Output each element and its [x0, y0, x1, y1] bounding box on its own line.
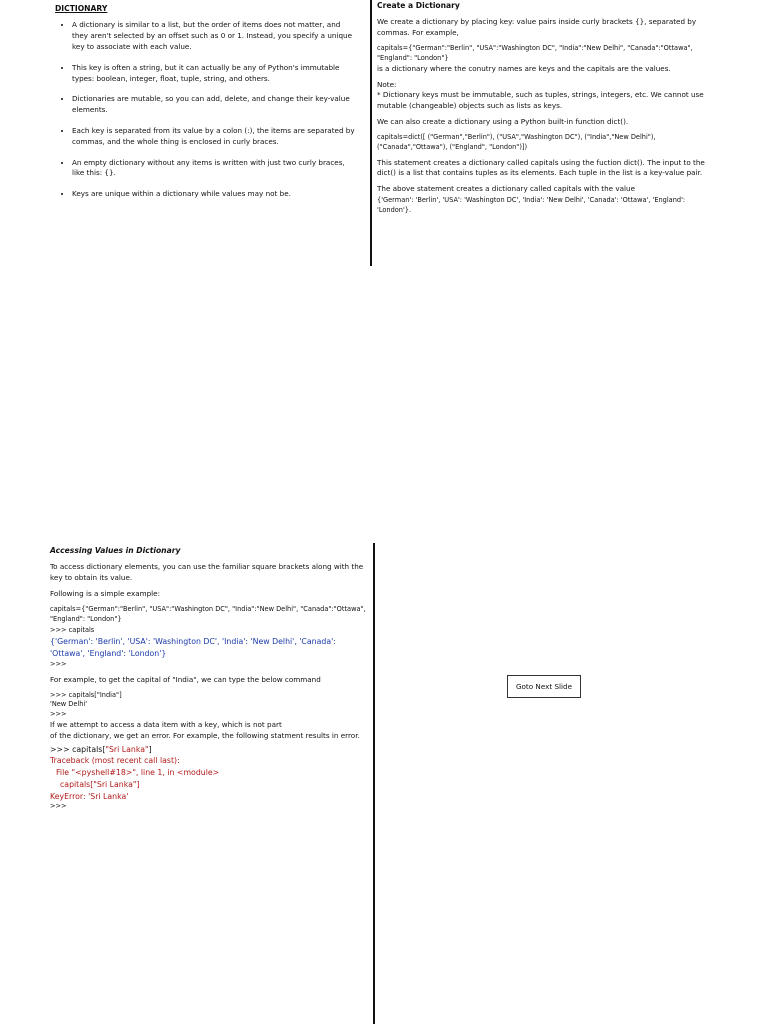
- traceback-file-line: File "<pyshell#18>", line 1, in <module>: [56, 768, 220, 778]
- simple-example-label: Following is a simple example:: [50, 588, 161, 598]
- result-intro-text: The above statement creates a dictionary called capitals with the value: [377, 184, 636, 194]
- error-explanation-line2: of the dictionary, we get an error. For example, the following statment results in error.: [50, 730, 360, 740]
- accessing-values-panel: [50, 545, 372, 812]
- code-example-dict-function: capitals=dict([ ("German","Berlin"), ("USA","Washington DC"), ("India","New Delhi"), ("Canada","Ottawa"), ("England", "London")]): [377, 132, 656, 151]
- bullet-item: • An empty dictionary without any items is written with just two curly braces, like this: {}.: [72, 158, 355, 180]
- traceback-code-line: capitals["Sri Lanka"]: [60, 779, 140, 789]
- bullet-item: • Keys are unique within a dictionary while values may not be.: [72, 189, 355, 200]
- shell-output-dict: {'German': 'Berlin', 'USA': 'Washington DC', 'India': 'New Delhi', 'Canada': 'Ottawa', 'England': 'London'}: [50, 637, 336, 659]
- bullet-item: • Dictionaries are mutable, so you can add, delete, and change their key-value elements.: [72, 94, 355, 116]
- shell-command-india: >>> capitals["India"]: [50, 690, 122, 699]
- shell-prompt-empty: >>>: [50, 802, 67, 811]
- result-value-code: {'German': 'Berlin', 'USA': 'Washington DC', 'India': 'New Delhi', 'Canada': 'Ottawa', 'England': 'London'}.: [377, 195, 686, 214]
- note-label: Note:: [377, 79, 397, 89]
- create-intro-text: We create a dictionary by placing key: value pairs inside curly brackets {}, separated by commas. For example,: [377, 17, 697, 38]
- code-example-literal: capitals={"German":"Berlin", "USA":"Washington DC", "India":"New Delhi", "Canada":"Ottawa", "England": "London"}: [377, 43, 693, 62]
- shell-prompt-empty: >>>: [50, 710, 67, 719]
- bullet-item: • Each key is separated from its value by a colon (:), the items are separated by commas, and the whole thing is enclosed in curly braces.: [72, 126, 355, 148]
- shell-prompt-text: >>> capitals[: [50, 744, 106, 754]
- create-explanation-text: is a dictionary where the conutry names are keys and the capitals are the values.: [377, 63, 671, 73]
- goto-next-slide-button[interactable]: Goto Next Slide: [507, 675, 581, 698]
- top-divider-line: [370, 0, 372, 266]
- error-key-text: "Sri Lanka": [105, 744, 149, 754]
- dictionary-title: DICTIONARY: [55, 4, 108, 13]
- code-capitals-literal: capitals={"German":"Berlin", "USA":"Washington DC", "India":"New Delhi", "Canada":"Ottawa", "England": "London"}: [50, 604, 366, 623]
- create-dictionary-panel: [377, 0, 711, 221]
- shell-prompt-capitals: >>> capitals: [50, 625, 95, 634]
- shell-output-new-delhi: 'New Delhi': [50, 700, 88, 709]
- india-example-text: For example, to get the capital of "India", we can type the below command: [50, 674, 321, 684]
- dictionary-bullet-list: [55, 20, 355, 200]
- traceback-line: Traceback (most recent call last):: [50, 756, 180, 766]
- shell-prompt-empty: >>>: [50, 659, 67, 668]
- note-text: * Dictionary keys must be immutable, such as tuples, strings, integers, etc. We cannot use mutable (changeable) objects such as lists as keys.: [377, 90, 704, 111]
- shell-command-sri-lanka: [50, 744, 372, 756]
- bottom-divider-line: [373, 543, 375, 1024]
- bullet-item: • This key is often a string, but it can actually be any of Python's immutable types: boolean, integer, float, tuple, string, and others.: [72, 63, 355, 85]
- dict-function-text: We can also create a dictionary using a Python built-in function dict().: [377, 116, 629, 126]
- create-dictionary-title: Create a Dictionary: [377, 1, 460, 10]
- key-error-line: KeyError: 'Sri Lanka': [50, 791, 129, 801]
- dict-function-explanation: This statement creates a dictionary called capitals using the fuction dict(). The input to the dict() is a list that contains tuples as its elements. Each tuple in the list is a key-value pair.: [377, 157, 705, 178]
- access-intro-text: To access dictionary elements, you can use the familiar square brackets along with the key to obtain its value.: [50, 562, 364, 583]
- shell-bracket-text: ]: [148, 744, 152, 754]
- accessing-values-title: Accessing Values in Dictionary: [50, 546, 181, 555]
- dictionary-panel: [55, 3, 355, 210]
- error-explanation-line1: If we attempt to access a data item with a key, which is not part: [50, 720, 282, 730]
- bullet-item: • A dictionary is similar to a list, but the order of items does not matter, and they aren't selected by an offset such as 0 or 1. Instead, you specify a unique key to associate with each value.: [72, 20, 355, 52]
